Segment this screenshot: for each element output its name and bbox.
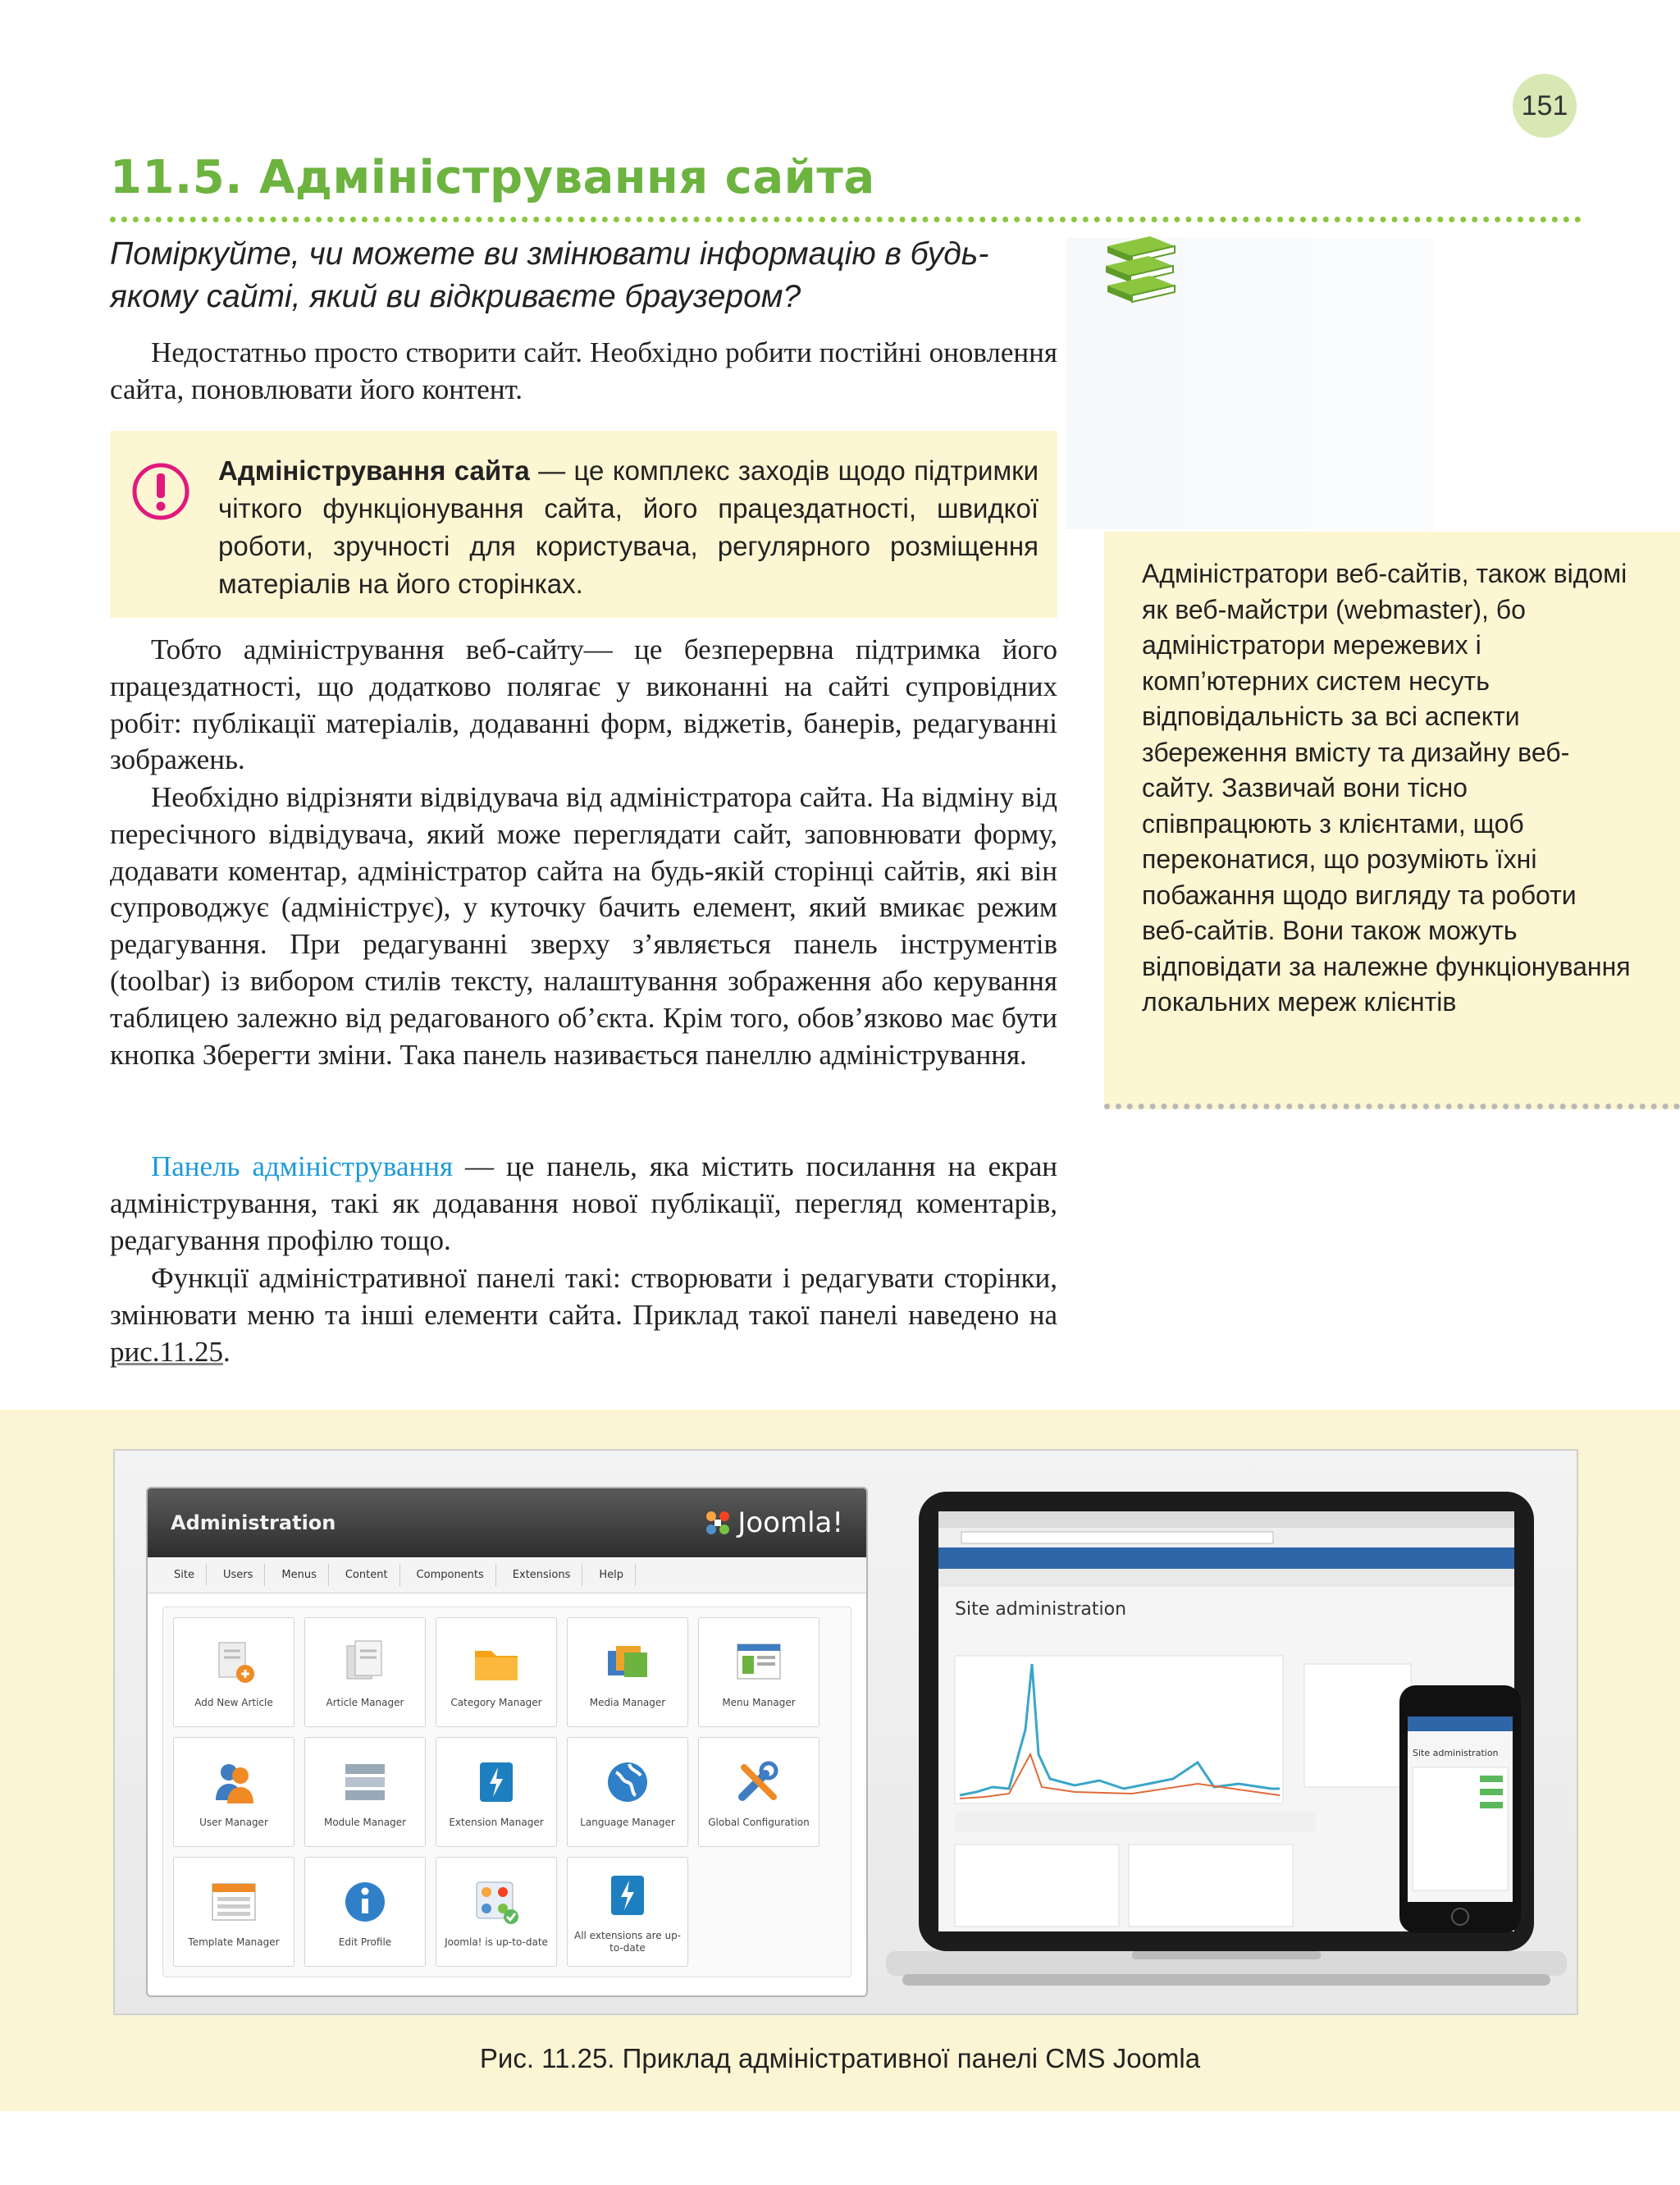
admin-menu-item-help[interactable]: Help (587, 1564, 636, 1586)
admin-tile[interactable] (304, 1617, 426, 1727)
admin-panel-term: Панель адміністрування (151, 1150, 454, 1182)
paragraph-4 (110, 1149, 1057, 1259)
paragraph-5-end: . (222, 1335, 231, 1368)
admin-menu-item-components[interactable]: Components (405, 1564, 496, 1586)
admin-tile[interactable] (436, 1617, 557, 1727)
paragraph-3-text: Необхідно відрізняти відвідувача від адміністратора сайта. На відміну від пересічного відвідувача, який може переглядати сайт, заповнювати форму, додавати коментар, адміністратор сайта на будь-якій сторінці сайтів, які він супроводжує (адмініструє), у куточку бачить елемент, який вмикає режим редагування. При редагуванні зверху з’являється панель інструментів (toolbar) із вибором стилів тексту, налаштування зображення або керування таблицею залежно від редагованого об’єкта. Крім того, обов’язково має бути кнопка Зберегти зміни. Така панель називається панеллю адміністрування. (110, 781, 1057, 1071)
admin-tile-label: Global Configuration (708, 1816, 810, 1828)
menu-icon (733, 1636, 785, 1689)
phone-screen-title: Site administration (1413, 1748, 1499, 1758)
admin-tile-label: Add New Article (194, 1696, 273, 1708)
media-icon (601, 1636, 654, 1689)
admin-menu-bar (148, 1557, 866, 1593)
admin-tile-label: Extension Manager (449, 1816, 544, 1828)
paragraph-5 (110, 1260, 1057, 1370)
module-icon (339, 1756, 391, 1808)
joomla-admin-window (146, 1487, 868, 1997)
admin-quick-icons (162, 1607, 851, 1977)
admin-tile[interactable] (567, 1617, 688, 1727)
paragraph-3 (110, 779, 1057, 1073)
admin-tile-label: Language Manager (580, 1816, 675, 1828)
joomla-logo-text: Joomla! (737, 1506, 843, 1539)
admin-tile[interactable] (436, 1857, 557, 1967)
admin-tile-label: Edit Profile (338, 1936, 392, 1948)
admin-tile[interactable] (567, 1857, 688, 1967)
admin-tile-label: All extensions are up-to-date (573, 1930, 682, 1954)
paragraph-5-text: Функції адміністративної панелі такі: створювати і редагувати сторінки, змінювати меню та інші елементи сайта. Приклад такої панелі наведено на (110, 1262, 1057, 1331)
admin-menu-item-site[interactable]: Site (162, 1564, 207, 1586)
extension-check-icon (601, 1869, 654, 1922)
user-icon (208, 1756, 260, 1808)
admin-tile[interactable] (173, 1737, 294, 1847)
definition-body: — це комплекс заходів щодо підтримки чіткого функціонування сайта, його працездатності, швидкої роботи, зручності для користувача, регулярного розміщення матеріалів на його сторінках. (218, 455, 1039, 599)
paragraph-2 (110, 632, 1057, 779)
admin-tile[interactable] (698, 1737, 819, 1847)
side-note-text: Адміністратори веб-сайтів, також відомі як веб-майстри (webmaster), бо адміністратори мережевих і комп’ютерних систем несуть відповідальність за всі аспекти збереження вмісту та дизайну веб-сайту. Зазвичай вони тісно співпрацюють з клієнтами, щоб переконатися, що розуміють їхні побажання щодо вигляду та роботи веб-сайтів. Вони також можуть відповідати за належне функціонування локальних мереж клієнтів (1142, 559, 1631, 1017)
admin-tile-label: Template Manager (188, 1936, 280, 1948)
intro-question: Поміркуйте, чи можете ви змінювати інформацію в будь-якому сайті, який ви відкриваєте браузером? (110, 236, 989, 314)
paragraph-4-text: — це панель, яка містить посилання на екран адміністрування, такі як додавання нової публікації, перегляд коментарів, редагування профілю тощо. (110, 1150, 1057, 1256)
figure-image (113, 1449, 1578, 2015)
admin-menu-item-extensions[interactable]: Extensions (501, 1564, 583, 1586)
exclamation-icon (131, 462, 190, 521)
joomla-logo (703, 1506, 843, 1539)
side-note-divider (1104, 1104, 1680, 1109)
admin-tile-label: User Manager (199, 1816, 268, 1828)
folder-icon (470, 1636, 523, 1689)
admin-tile-label: Media Manager (589, 1696, 666, 1708)
paragraph-intro-text: Недостатньо просто створити сайт. Необхідно робити постійні оновлення сайта, поновлювати його контент. (110, 336, 1057, 405)
admin-tile-label: Module Manager (323, 1816, 407, 1828)
admin-icon-grid (173, 1617, 841, 1967)
globe-icon (601, 1756, 654, 1808)
admin-tile[interactable] (304, 1857, 426, 1967)
paragraph-2-text: Тобто адміністрування веб-сайту— це безперервна підтримка його працездатності, що додатково полягає у виконанні на сайті супровідних робіт: публікації матеріалів, додаванні форм, віджетів, банерів, редагуванні зображень. (110, 633, 1057, 776)
admin-menu-item-content[interactable]: Content (334, 1564, 400, 1586)
phone-illustration (1399, 1685, 1521, 1933)
admin-tile-label: Article Manager (326, 1696, 404, 1708)
admin-menu-item-menus[interactable]: Menus (270, 1564, 328, 1586)
admin-tile[interactable] (698, 1617, 819, 1727)
add-article-icon (208, 1636, 260, 1689)
definition-box (110, 431, 1057, 618)
template-icon (208, 1876, 260, 1928)
paragraph-intro (110, 335, 1057, 409)
definition-term: Адміністрування сайта (218, 455, 530, 486)
joomla-logo-icon (703, 1508, 733, 1538)
extension-icon (470, 1756, 523, 1808)
title-divider (110, 217, 1582, 222)
admin-header (148, 1488, 866, 1557)
page-number: 151 (1513, 74, 1577, 138)
admin-tile[interactable] (173, 1857, 294, 1967)
admin-tile[interactable] (567, 1737, 688, 1847)
admin-tile[interactable] (173, 1617, 294, 1727)
definition-text (218, 452, 1039, 603)
books-icon (1099, 228, 1181, 310)
tools-icon (733, 1756, 785, 1808)
side-note (1104, 532, 1680, 1109)
admin-title: Administration (171, 1511, 336, 1534)
section-title: 11.5. Адміністрування сайта (110, 151, 875, 204)
info-icon (339, 1876, 391, 1928)
admin-tile-label: Category Manager (450, 1696, 542, 1708)
admin-tile[interactable] (436, 1737, 557, 1847)
figure-caption: Рис. 11.25. Приклад адміністративної панелі CMS Joomla (479, 2043, 1201, 2073)
article-manager-icon (339, 1636, 391, 1689)
laptop-screen-title: Site administration (955, 1599, 1127, 1620)
admin-tile-label: Joomla! is up-to-date (445, 1936, 548, 1948)
admin-menu-item-users[interactable]: Users (212, 1564, 265, 1586)
joomla-check-icon (470, 1876, 523, 1928)
admin-tile[interactable] (304, 1737, 426, 1847)
figure-reference[interactable]: рис.11.25 (110, 1335, 223, 1368)
admin-tile-label: Menu Manager (722, 1696, 796, 1708)
